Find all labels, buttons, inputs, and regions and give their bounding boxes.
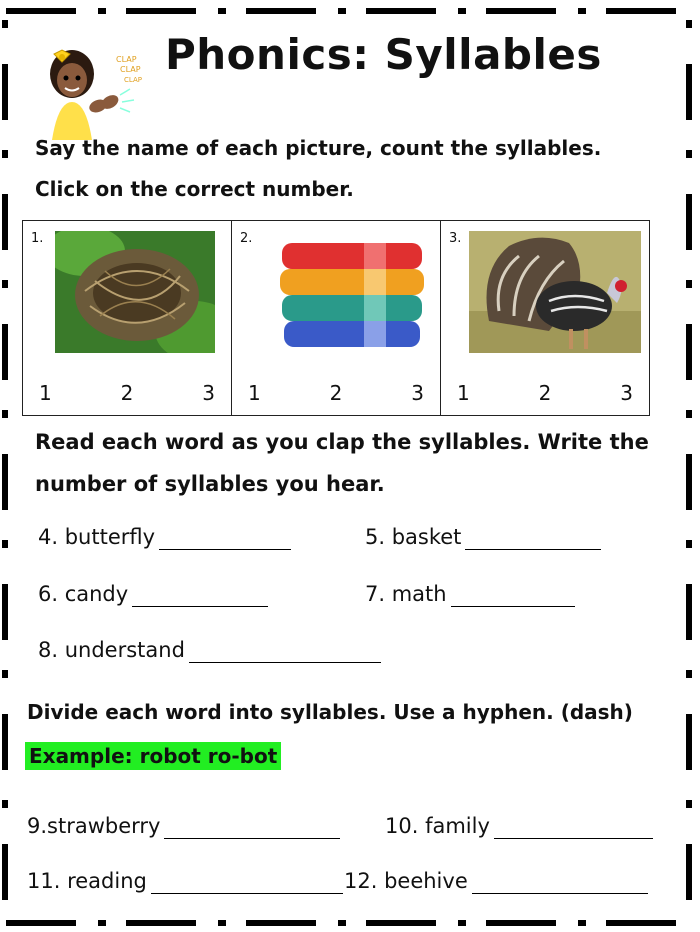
page-border-top: [6, 8, 694, 14]
page-border-left: [2, 20, 8, 912]
choices-row: [449, 381, 641, 405]
page-border-bottom: [6, 920, 694, 926]
answer-10-input[interactable]: [494, 818, 653, 839]
choice-2[interactable]: 2: [538, 381, 552, 405]
question-4: [38, 525, 291, 550]
section2-line-1: Read each word as you clap the syllables. Write the: [35, 430, 649, 454]
instruction-line-2: Click on the correct number.: [35, 177, 354, 201]
question-5: [365, 525, 601, 550]
nest-image: [55, 231, 215, 353]
picture-cell-3: [441, 221, 649, 415]
instruction-line-1: Say the name of each picture, count the syllables.: [35, 136, 602, 160]
picture-cell-1: [23, 221, 232, 415]
question-8-label: 8. understand: [38, 638, 185, 662]
question-10: [385, 814, 653, 839]
page-border-right: [686, 20, 692, 912]
question-7: [365, 582, 575, 607]
answer-9-input[interactable]: [164, 818, 340, 839]
picture-number: 3.: [449, 231, 462, 246]
question-12: [344, 869, 648, 894]
answer-8-input[interactable]: [189, 642, 381, 663]
choice-3[interactable]: 3: [620, 381, 633, 405]
question-12-label: 12. beehive: [344, 869, 468, 893]
picture-cell-2: [232, 221, 441, 415]
question-8: [38, 638, 381, 663]
question-11: [27, 869, 343, 894]
question-6-label: 6. candy: [38, 582, 129, 606]
section3-instruction: Divide each word into syllables. Use a hyphen. (dash): [27, 700, 633, 724]
question-9-label: 9.strawberry: [27, 814, 161, 838]
answer-7-input[interactable]: [451, 586, 575, 607]
choice-1[interactable]: 1: [39, 381, 52, 405]
clapping-avatar-icon: [40, 40, 160, 140]
question-4-label: 4. butterfly: [38, 525, 156, 549]
clap-text-2: CLAP: [120, 65, 141, 74]
clap-text-3: CLAP: [124, 76, 142, 84]
question-11-label: 11. reading: [27, 869, 147, 893]
answer-12-input[interactable]: [472, 873, 648, 894]
turkey-image: [469, 231, 641, 353]
question-7-label: 7. math: [365, 582, 447, 606]
question-10-label: 10. family: [385, 814, 490, 838]
question-9: [27, 814, 340, 839]
section2-line-2: number of syllables you hear.: [35, 472, 385, 496]
picture-grid: [22, 220, 650, 416]
choices-row: [31, 381, 223, 405]
choice-2[interactable]: 2: [329, 381, 343, 405]
picture-number: 2.: [240, 231, 253, 246]
answer-11-input[interactable]: [151, 873, 343, 894]
choices-row: [240, 381, 432, 405]
choice-3[interactable]: 3: [411, 381, 424, 405]
choice-1[interactable]: 1: [457, 381, 470, 405]
choice-2[interactable]: 2: [120, 381, 134, 405]
picture-number: 1.: [31, 231, 44, 246]
clap-text-1: CLAP: [116, 55, 137, 64]
answer-4-input[interactable]: [159, 529, 291, 550]
example-highlight: Example: robot ro-bot: [25, 742, 281, 770]
towels-image: [272, 231, 432, 353]
choice-3[interactable]: 3: [202, 381, 215, 405]
page-title: Phonics: Syllables: [165, 30, 602, 79]
choice-1[interactable]: 1: [248, 381, 261, 405]
question-5-label: 5. basket: [365, 525, 462, 549]
answer-6-input[interactable]: [132, 586, 268, 607]
answer-5-input[interactable]: [465, 529, 601, 550]
question-6: [38, 582, 268, 607]
